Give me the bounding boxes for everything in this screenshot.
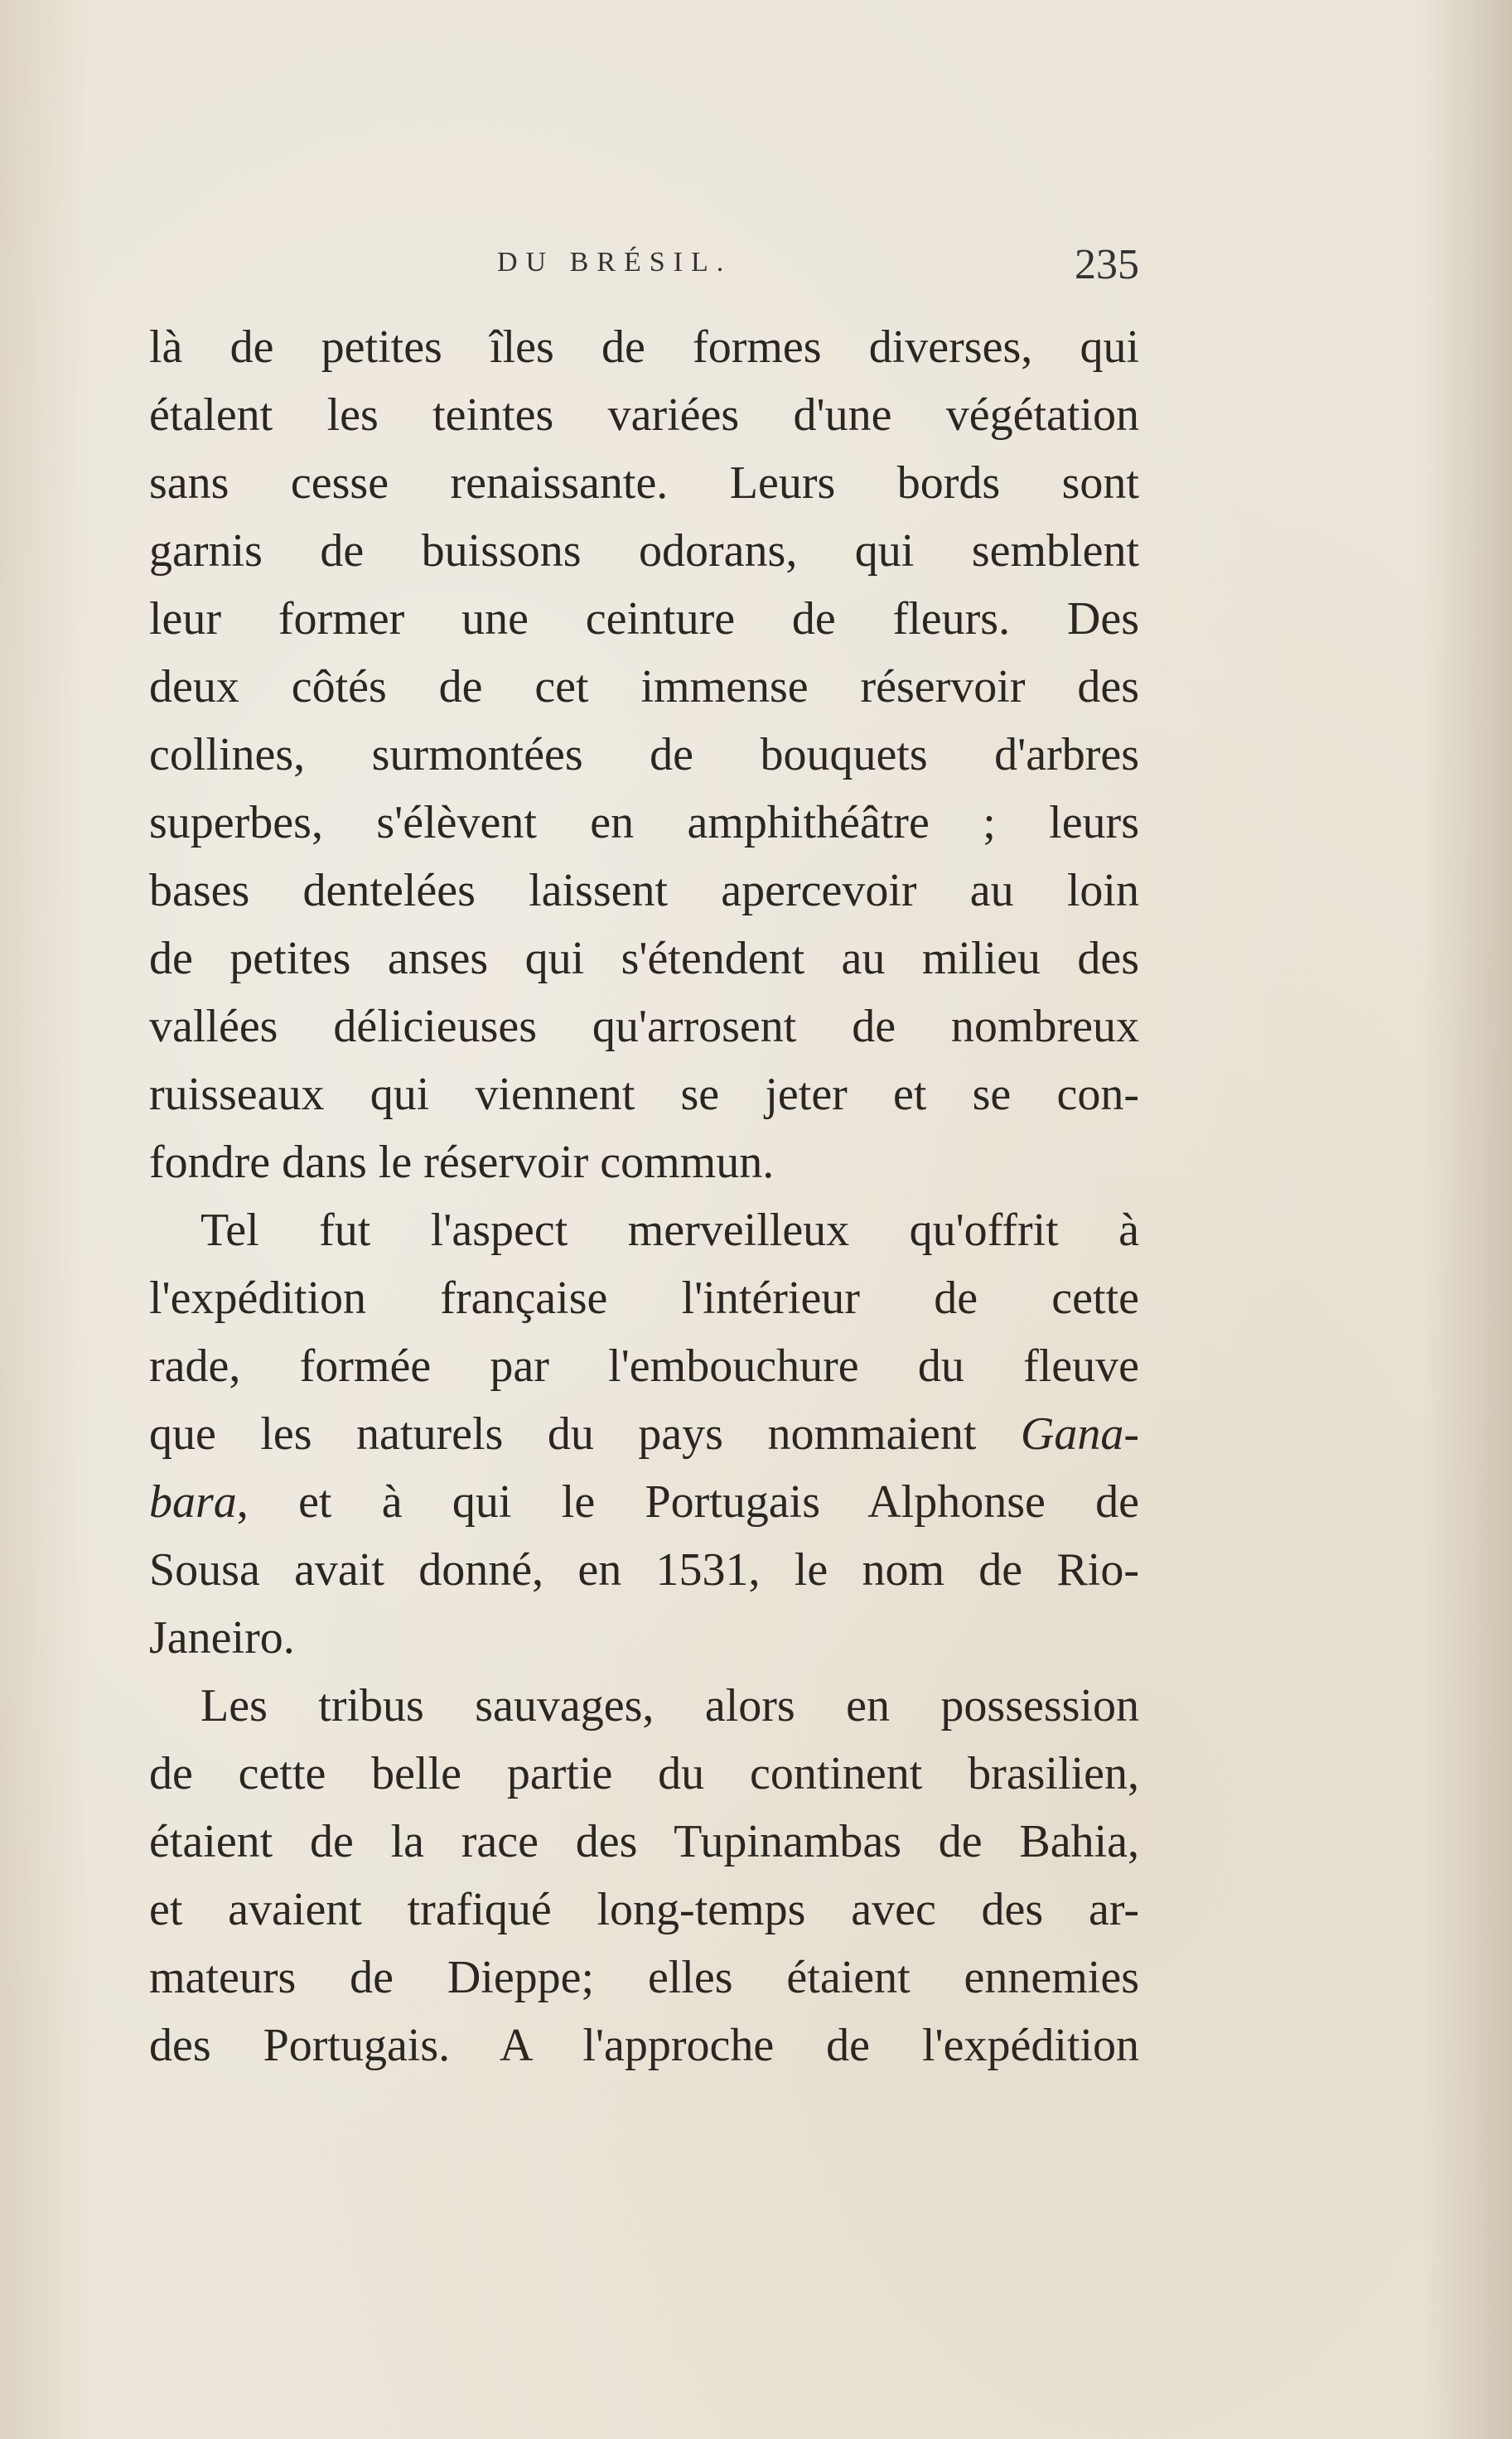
text-line (149, 1468, 1139, 1536)
page-number: 235 (1075, 241, 1139, 288)
italic-term: Gana- (1020, 1408, 1139, 1460)
text-line: étalent les teintes variées d'une végétation (149, 389, 1139, 441)
text-line: étaient de la race des Tupinambas de Bahia, (149, 1816, 1139, 1867)
text-line: leur former une ceinture de fleurs. Des (149, 593, 1139, 645)
page-header (149, 240, 1139, 290)
body-text (149, 313, 1139, 2079)
italic-term: bara (149, 1476, 237, 1528)
text-line: là de petites îles de formes diverses, qui (149, 321, 1139, 373)
text-line: garnis de buissons odorans, qui semblent (149, 525, 1139, 577)
text-line: deux côtés de cet immense réservoir des (149, 661, 1139, 712)
text-segment: , et à qui le Portugais Alphonse de (236, 1476, 1139, 1528)
text-line: de cette belle partie du continent brasilien, (149, 1748, 1139, 1799)
text-line: Janeiro. (149, 1612, 295, 1664)
text-segment: que les naturels du pays nommaient (149, 1408, 977, 1460)
text-line: l'expédition française l'intérieur de cette (149, 1273, 1139, 1324)
running-head: DU BRÉSIL. (497, 247, 732, 278)
text-line: mateurs de Dieppe; elles étaient ennemies (149, 1952, 1139, 2003)
text-line: et avaient trafiqué long-temps avec des ar- (149, 1884, 1139, 1935)
text-line: superbes, s'élèvent en amphithéâtre ; leurs (149, 797, 1139, 848)
text-line: Sousa avait donné, en 1531, le nom de Rio- (149, 1544, 1139, 1596)
text-line: rade, formée par l'embouchure du fleuve (149, 1340, 1139, 1392)
text-line: collines, surmontées de bouquets d'arbres (149, 729, 1139, 780)
text-line: de petites anses qui s'étendent au milieu des (149, 933, 1139, 984)
text-line: sans cesse renaissante. Leurs bords sont (149, 457, 1139, 509)
text-line: ruisseaux qui viennent se jeter et se con- (149, 1069, 1139, 1120)
text-line: vallées délicieuses qu'arrosent de nombreux (149, 1001, 1139, 1052)
text-line (149, 1400, 1139, 1468)
text-line: Tel fut l'aspect merveilleux qu'offrit à (200, 1205, 1139, 1256)
text-line: fondre dans le réservoir commun. (149, 1137, 775, 1188)
text-line: bases dentelées laissent apercevoir au loin (149, 865, 1139, 916)
text-line: des Portugais. A l'approche de l'expédition (149, 2020, 1139, 2071)
text-line: Les tribus sauvages, alors en possession (200, 1680, 1139, 1731)
